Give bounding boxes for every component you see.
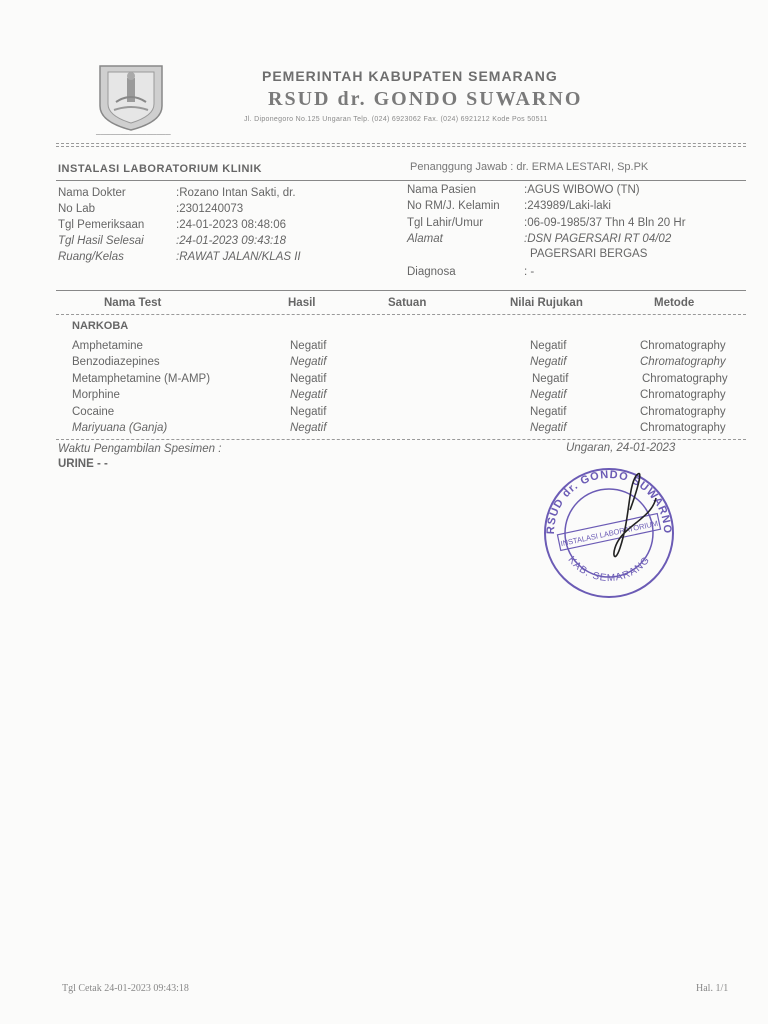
test-name: Morphine [72, 389, 120, 401]
section-divider [56, 180, 746, 181]
col-header-unit: Satuan [388, 297, 427, 309]
test-result: Negatif [290, 406, 327, 418]
medical-record-value: :243989/Laki-laki [524, 200, 611, 212]
responsible-doctor: Penanggung Jawab : dr. ERMA LESTARI, Sp.PK [410, 161, 649, 173]
medical-record-label: No RM/J. Kelamin [407, 200, 500, 212]
test-method: Chromatography [640, 406, 726, 418]
emblem-caption: ━━━━━━━━━━━━━━━━━━━━━━━━━━━━━━━ [96, 132, 171, 137]
patient-name-label: Nama Pasien [407, 184, 477, 196]
test-method: Chromatography [640, 356, 726, 368]
test-result: Negatif [290, 422, 327, 434]
test-method: Chromatography [640, 340, 726, 352]
svg-text:KAB. SEMARANG [566, 555, 653, 585]
test-result: Negatif [290, 340, 327, 352]
test-name: Mariyuana (Ganja) [72, 422, 168, 434]
test-reference: Negatif [530, 422, 567, 434]
header-hospital-name: RSUD dr. GONDO SUWARNO [268, 88, 583, 110]
regency-emblem-icon [94, 62, 168, 132]
test-reference: Negatif [530, 356, 567, 368]
table-header-divider [56, 314, 746, 315]
test-name: Cocaine [72, 406, 115, 418]
stamp-top-text: RSUD dr. GONDO SUWARNO [544, 468, 674, 535]
table-bottom-divider [56, 439, 746, 440]
test-result: Negatif [290, 389, 327, 401]
birth-age-label: Tgl Lahir/Umur [407, 217, 484, 229]
test-method: Chromatography [642, 373, 728, 385]
hospital-stamp [534, 458, 684, 598]
result-date-value: :24-01-2023 09:43:18 [176, 235, 286, 247]
doctor-label: Nama Dokter [58, 187, 126, 199]
diagnosis-label: Diagnosa [407, 266, 456, 278]
header-divider-2 [56, 146, 746, 147]
stamp-bottom-text: KAB. SEMARANG [565, 554, 653, 585]
col-header-result: Hasil [288, 297, 316, 309]
test-result: Negatif [290, 373, 327, 385]
room-class-value: :RAWAT JALAN/KLAS II [176, 251, 301, 263]
col-header-reference: Nilai Rujukan [510, 297, 583, 309]
lab-no-label: No Lab [58, 203, 96, 215]
test-reference: Negatif [530, 406, 567, 418]
address-value: :DSN PAGERSARI RT 04/02 [524, 233, 672, 245]
print-timestamp: Tgl Cetak 24-01-2023 09:43:18 [62, 983, 189, 994]
test-method: Chromatography [640, 422, 726, 434]
test-name: Metamphetamine (M-AMP) [72, 373, 211, 385]
patient-name-value: :AGUS WIBOWO (TN) [524, 184, 640, 196]
diagnosis-value: : - [524, 266, 535, 278]
specimen-time-label: Waktu Pengambilan Spesimen : [58, 443, 222, 455]
doctor-value: :Rozano Intan Sakti, dr. [176, 187, 296, 199]
header-divider [56, 143, 746, 144]
room-class-label: Ruang/Kelas [58, 251, 124, 263]
test-reference: Negatif [530, 389, 567, 401]
test-result: Negatif [290, 356, 327, 368]
col-header-test: Nama Test [104, 297, 162, 309]
test-name: Amphetamine [72, 340, 143, 352]
exam-date-value: :24-01-2023 08:48:06 [176, 219, 286, 231]
section-title: INSTALASI LABORATORIUM KLINIK [58, 163, 262, 175]
address-value-line2: PAGERSARI BERGAS [530, 248, 648, 260]
header-government: PEMERINTAH KABUPATEN SEMARANG [262, 68, 558, 84]
stamp-center-text: INSTALASI LABORATORIUM [559, 518, 659, 549]
birth-age-value: :06-09-1985/37 Thn 4 Bln 20 Hr [524, 217, 686, 229]
lab-no-value: :2301240073 [176, 203, 244, 215]
test-group-title: NARKOBA [72, 320, 129, 332]
test-name: Benzodiazepines [72, 356, 160, 368]
table-top-divider [56, 290, 746, 291]
header-address: Jl. Diponegoro No.125 Ungaran Telp. (024) 6923062 Fax. (024) 6921212 Kode Pos 50511 [244, 116, 548, 123]
page-number: Hal. 1/1 [696, 983, 729, 994]
sign-place-date: Ungaran, 24-01-2023 [566, 442, 676, 454]
specimen-value: URINE - - [58, 458, 108, 470]
exam-date-label: Tgl Pemeriksaan [58, 219, 145, 231]
test-reference: Negatif [532, 373, 569, 385]
col-header-method: Metode [654, 297, 695, 309]
test-method: Chromatography [640, 389, 726, 401]
result-date-label: Tgl Hasil Selesai [58, 235, 144, 247]
test-reference: Negatif [530, 340, 567, 352]
address-label: Alamat [407, 233, 443, 245]
